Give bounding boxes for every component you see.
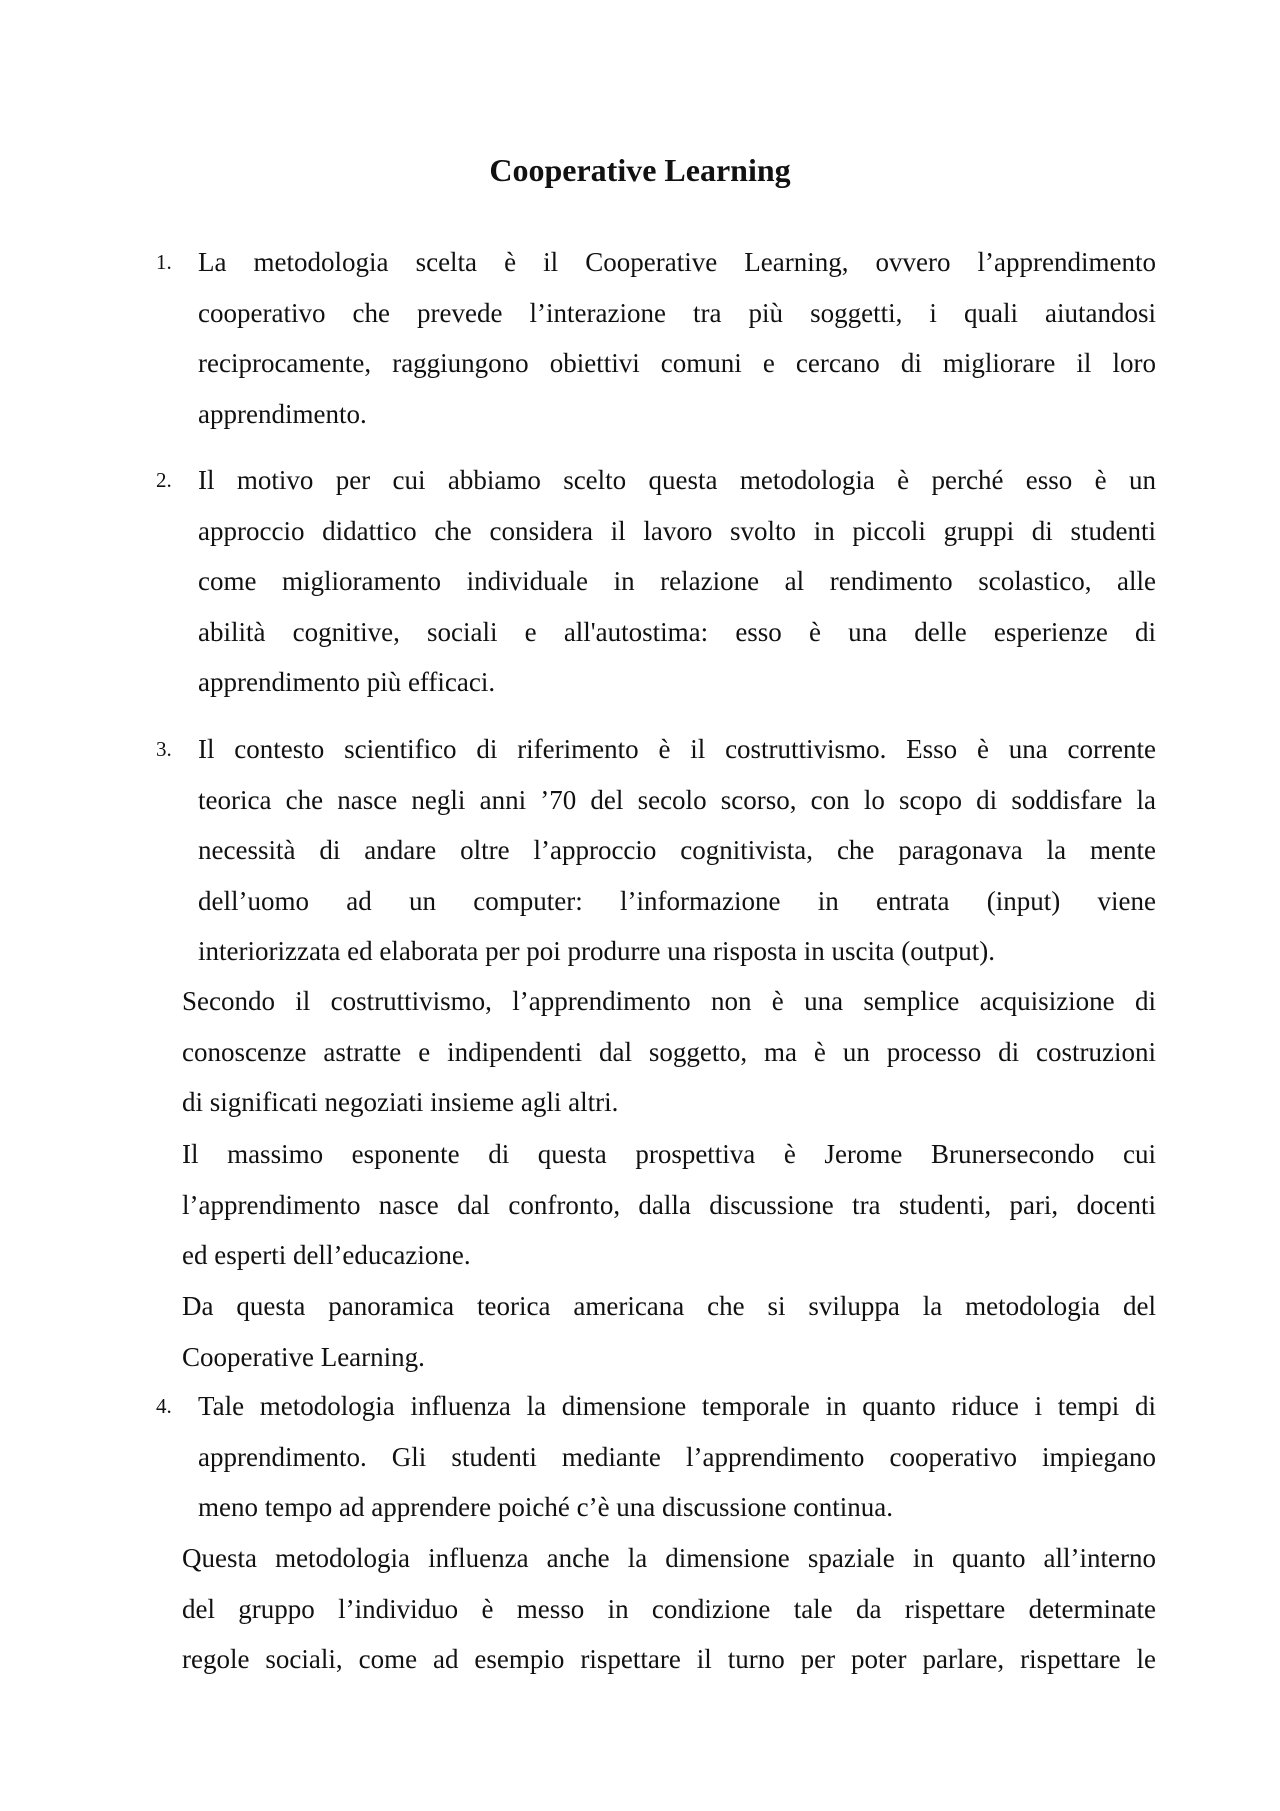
list-item bbox=[198, 1381, 1156, 1533]
text-line: del gruppo l’individuo è messo in condizione tale da rispettare determinate bbox=[182, 1593, 1156, 1624]
text-line: come miglioramento individuale in relazione al rendimento scolastico, alle bbox=[198, 566, 1156, 596]
text-line: approccio didattico che considera il lavoro svolto in piccoli gruppi di studenti bbox=[198, 515, 1156, 546]
page-title: Cooperative Learning bbox=[489, 152, 791, 188]
text-line: conoscenze astratte e indipendenti dal soggetto, ma è un processo di costruzioni bbox=[182, 1036, 1156, 1067]
list-number: 4. bbox=[156, 1394, 172, 1418]
text-line: Questa metodologia influenza anche la dimensione spaziale in quanto all’interno bbox=[182, 1543, 1156, 1573]
text-line: meno tempo ad apprendere poiché c’è una discussione continua. bbox=[198, 1492, 893, 1522]
text-line: apprendimento. Gli studenti mediante l’apprendimento cooperativo impiegano bbox=[198, 1441, 1156, 1472]
list-item bbox=[198, 724, 1156, 977]
text-line: Secondo il costruttivismo, l’apprendimento non è una semplice acquisizione di bbox=[182, 986, 1156, 1016]
list-item bbox=[198, 455, 1156, 708]
text-line: Il contesto scientifico di riferimento è il costruttivismo. Esso è una corrente bbox=[198, 734, 1156, 764]
text-line: di significati negoziati insieme agli altri. bbox=[182, 1087, 619, 1117]
text-line: teorica che nasce negli anni ’70 del secolo scorso, con lo scopo di soddisfare la bbox=[198, 784, 1156, 815]
text-line: cooperativo che prevede l’interazione tra più soggetti, i quali aiutandosi bbox=[198, 297, 1156, 328]
text-line: apprendimento. bbox=[198, 398, 367, 429]
text-line: necessità di andare oltre l’approccio cognitivista, che paragonava la mente bbox=[198, 835, 1156, 865]
list-item bbox=[198, 237, 1156, 439]
text-line: reciprocamente, raggiungono obiettivi comuni e cercano di migliorare il loro bbox=[198, 348, 1156, 378]
text-line: dell’uomo ad un computer: l’informazione in entrata (input) viene bbox=[198, 885, 1156, 916]
text-line: abilità cognitive, sociali e all'autostima: esso è una delle esperienze di bbox=[198, 616, 1156, 647]
text-line: regole sociali, come ad esempio rispettare il turno per poter parlare, rispettare le bbox=[182, 1644, 1156, 1674]
body-paragraph bbox=[182, 1281, 1156, 1382]
text-line: Il massimo esponente di questa prospettiva è Jerome Brunersecondo cui bbox=[182, 1139, 1156, 1169]
list-number: 2. bbox=[156, 468, 172, 492]
list-number: 3. bbox=[156, 737, 172, 761]
text-line: Tale metodologia influenza la dimensione temporale in quanto riduce i tempi di bbox=[198, 1391, 1156, 1421]
body-paragraph bbox=[182, 1533, 1156, 1685]
body-paragraph bbox=[182, 976, 1156, 1128]
text-line: l’apprendimento nasce dal confronto, dalla discussione tra studenti, pari, docenti bbox=[182, 1189, 1156, 1220]
list-number: 1. bbox=[156, 250, 172, 274]
text-line: ed esperti dell’educazione. bbox=[182, 1240, 471, 1270]
text-line: Cooperative Learning. bbox=[182, 1341, 425, 1372]
text-line: interiorizzata ed elaborata per poi produrre una risposta in uscita (output). bbox=[198, 936, 995, 966]
text-line: Il motivo per cui abbiamo scelto questa metodologia è perché esso è un bbox=[198, 465, 1156, 495]
body-paragraph bbox=[182, 1129, 1156, 1281]
text-line: La metodologia scelta è il Cooperative Learning, ovvero l’apprendimento bbox=[198, 247, 1156, 277]
text-line: apprendimento più efficaci. bbox=[198, 667, 496, 697]
text-line: Da questa panoramica teorica americana che si sviluppa la metodologia del bbox=[182, 1291, 1156, 1321]
